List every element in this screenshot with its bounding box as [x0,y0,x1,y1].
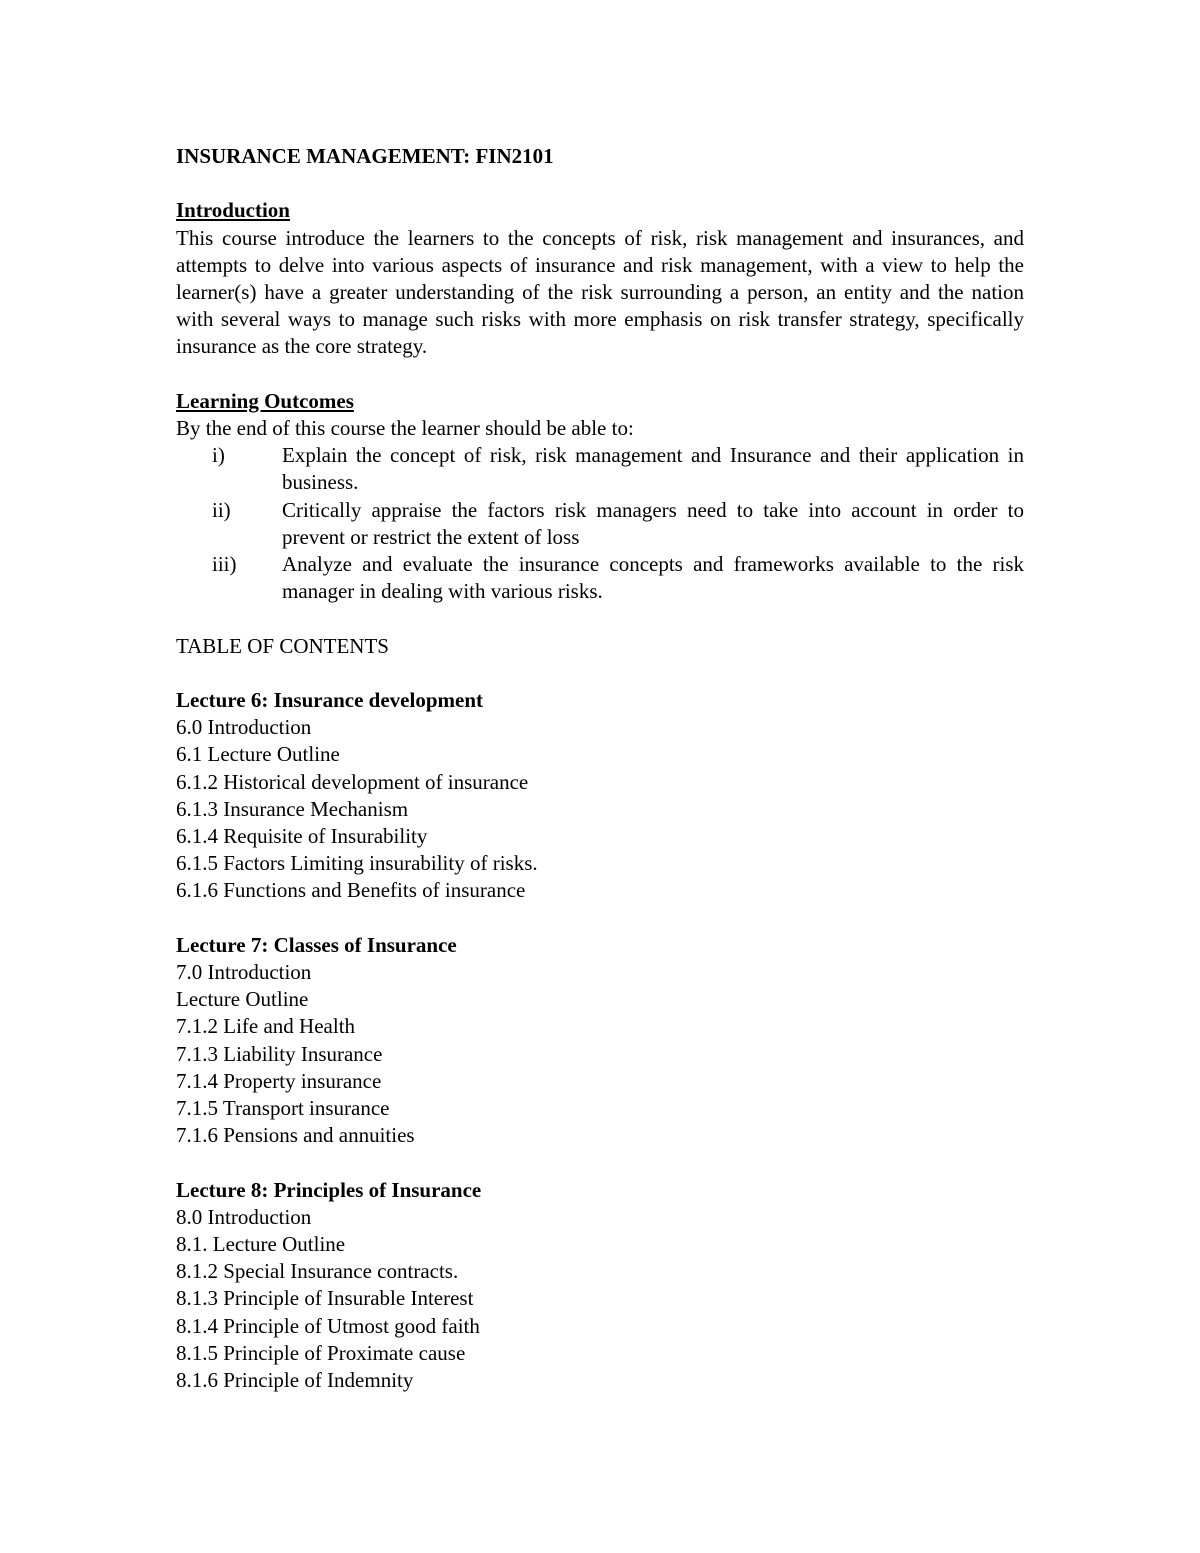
table-of-contents [176,633,1024,1395]
toc-item: 6.1.6 Functions and Benefits of insurance [176,878,526,903]
course-title: INSURANCE MANAGEMENT: FIN2101 [176,144,554,168]
learning-outcomes-section [176,388,1024,606]
toc-item: 7.1.3 Liability Insurance [176,1041,383,1066]
outcome-text: Explain the concept of risk, risk management and Insurance and their application in business. [282,443,1024,495]
toc-item: 8.1.6 Principle of Indemnity [176,1368,414,1393]
toc-item: 7.1.4 Property insurance [176,1068,382,1093]
toc-item: 7.1.2 Life and Health [176,1014,356,1039]
toc-item: 8.1.3 Principle of Insurable Interest [176,1286,474,1311]
learning-outcomes-heading: Learning Outcomes [176,388,354,413]
toc-item: 7.0 Introduction [176,960,312,985]
toc-item: 8.1. Lecture Outline [176,1232,346,1257]
spacer [176,361,1024,388]
outcome-number: i) [212,443,225,468]
toc-item: 8.1.2 Special Insurance contracts. [176,1259,459,1284]
introduction-text: This course introduce the learners to the concepts of risk, risk management and insurances, and attempts to delve into various aspects of insurance and risk management, with a view to help the learner(s) have a greater understanding of the risk surrounding a person, an entity and the nation with several ways to manage such risks with more emphasis on risk transfer strategy, specifically insurance as the core strategy. [176,225,1024,359]
toc-item: 7.1.6 Pensions and annuities [176,1123,415,1148]
toc-item: 6.1.2 Historical development of insurance [176,769,529,794]
spacer [176,660,1024,687]
outcome-text: Analyze and evaluate the insurance concepts and frameworks available to the risk manager in dealing with various risks. [282,552,1024,604]
learning-outcome-item [176,551,1024,605]
toc-lecture-7 [176,932,1024,1150]
toc-item: 6.1.3 Insurance Mechanism [176,796,409,821]
lecture-title: Lecture 8: Principles of Insurance [176,1177,482,1202]
toc-item: 6.1.5 Factors Limiting insurability of risks. [176,851,538,876]
outcome-text: Critically appraise the factors risk managers need to take into account in order to prevent or restrict the extent of loss [282,497,1024,549]
introduction-section [176,197,1024,360]
toc-item: 8.1.5 Principle of Proximate cause [176,1340,466,1365]
toc-list [176,714,1024,904]
spacer [176,605,1024,632]
outcome-number: ii) [212,497,231,522]
document-page [176,143,1024,1394]
toc-item: Lecture Outline [176,987,309,1012]
learning-outcomes-list [176,442,1024,605]
toc-list [176,1204,1024,1394]
toc-lecture-6 [176,687,1024,905]
toc-item: 6.0 Introduction [176,715,312,740]
toc-item: 6.1 Lecture Outline [176,742,340,767]
toc-item: 8.1.4 Principle of Utmost good faith [176,1313,480,1338]
introduction-heading: Introduction [176,198,290,223]
spacer [176,905,1024,932]
toc-item: 8.0 Introduction [176,1204,312,1229]
toc-list [176,959,1024,1149]
toc-item: 7.1.5 Transport insurance [176,1096,390,1121]
outcome-number: iii) [212,552,237,577]
learning-outcome-item [176,497,1024,551]
toc-item: 6.1.4 Requisite of Insurability [176,824,428,849]
learning-outcomes-lead: By the end of this course the learner should be able to: [176,416,634,440]
toc-heading: TABLE OF CONTENTS [176,633,389,658]
lecture-title: Lecture 7: Classes of Insurance [176,932,457,957]
spacer [176,1149,1024,1176]
toc-lecture-8 [176,1177,1024,1395]
lecture-title: Lecture 6: Insurance development [176,688,483,712]
learning-outcome-item [176,442,1024,496]
